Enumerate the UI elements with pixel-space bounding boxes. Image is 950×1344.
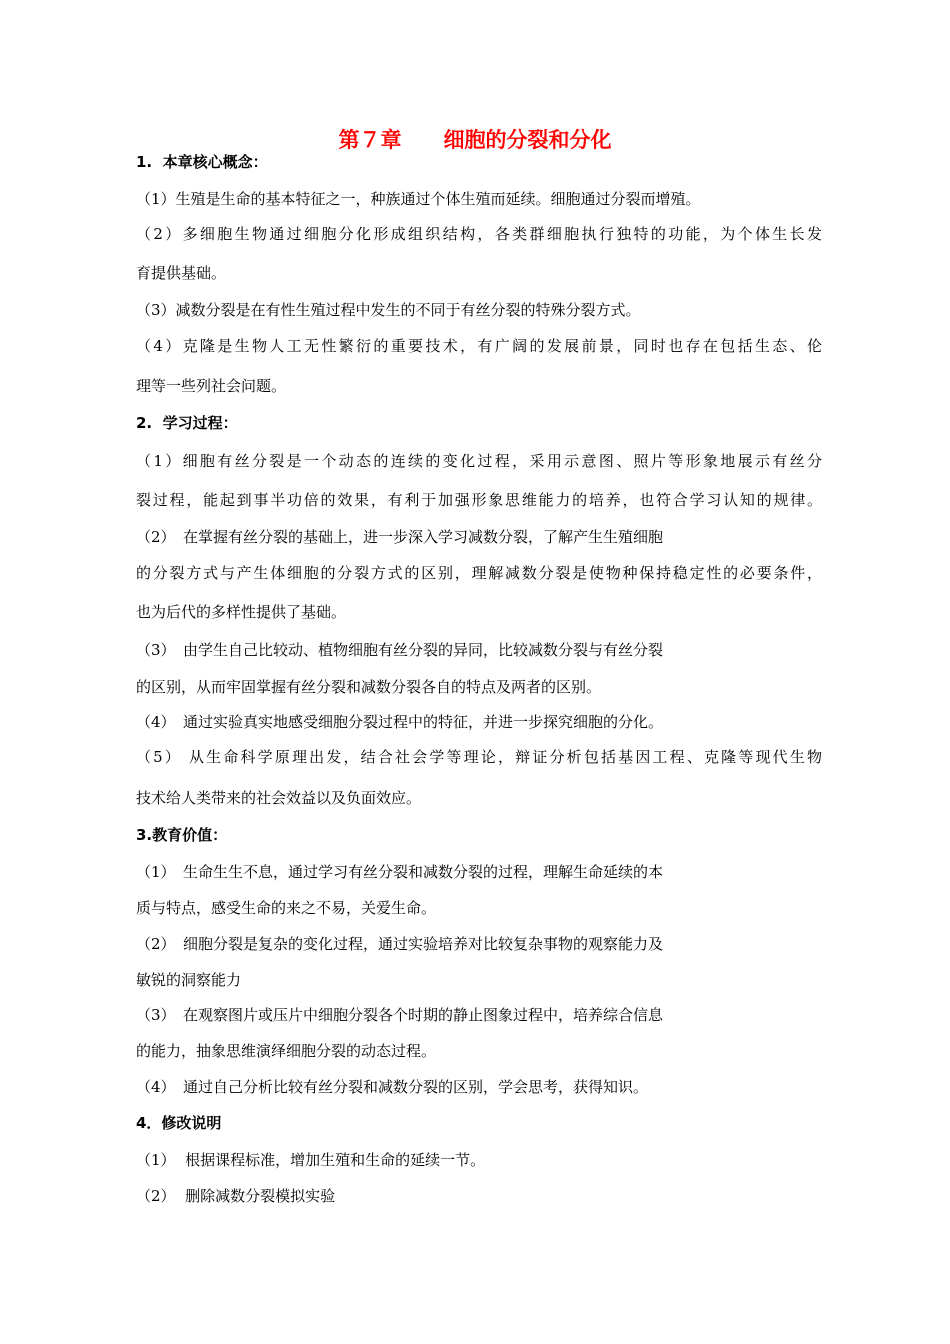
paragraph-line: 的分裂方式与产生体细胞的分裂方式的区别，理解减数分裂是使物种保持稳定性的必要条件， [136, 564, 822, 582]
paragraph-line: （3） 在观察图片或压片中细胞分裂各个时期的静止图象过程中，培养综合信息 [136, 1006, 664, 1024]
paragraph-line: （2）多细胞生物通过细胞分化形成组织结构，各类群细胞执行独特的功能，为个体生长发 [136, 225, 822, 243]
paragraph-line: 育提供基础。 [136, 264, 227, 282]
paragraph-line: 也为后代的多样性提供了基础。 [136, 603, 347, 621]
paragraph-line: 理等一些列社会问题。 [136, 377, 287, 395]
paragraph-line: 敏锐的洞察能力 [136, 971, 242, 989]
paragraph-line: （1） 根据课程标准，增加生殖和生命的延续一节。 [136, 1151, 486, 1169]
paragraph-line: （3） 由学生自己比较动、植物细胞有丝分裂的异同，比较减数分裂与有丝分裂 [136, 641, 664, 659]
paragraph-line: 质与特点，感受生命的来之不易，关爱生命。 [136, 899, 437, 917]
paragraph-line: （1） 生命生生不息，通过学习有丝分裂和减数分裂的过程，理解生命延续的本 [136, 863, 664, 881]
paragraph-line: 技术给人类带来的社会效益以及负面效应。 [136, 789, 422, 807]
paragraph-line: 的能力，抽象思维演绎细胞分裂的动态过程。 [136, 1042, 437, 1060]
paragraph-line: （5） 从生命科学原理出发，结合社会学等理论，辩证分析包括基因工程、克隆等现代生物 [136, 748, 822, 766]
paragraph-line: （2） 在掌握有丝分裂的基础上，进一步深入学习减数分裂，了解产生生殖细胞 [136, 528, 664, 546]
paragraph-line: （4）克隆是生物人工无性繁衍的重要技术，有广阔的发展前景，同时也存在包括生态、伦 [136, 337, 822, 355]
section-heading-core-concepts: 1. 本章核心概念： [136, 153, 268, 171]
paragraph-line: 的区别，从而牢固掌握有丝分裂和减数分裂各自的特点及两者的区别。 [136, 678, 602, 696]
section-heading-learning-process: 2. 学习过程： [136, 414, 238, 432]
paragraph-line: 裂过程，能起到事半功倍的效果，有利于加强形象思维能力的培养，也符合学习认知的规律。 [136, 491, 822, 509]
paragraph-line: （1）细胞有丝分裂是一个动态的连续的变化过程，采用示意图、照片等形象地展示有丝分 [136, 452, 822, 470]
chapter-title: 第７章 细胞的分裂和分化 [338, 128, 612, 152]
paragraph-line: （2） 删除减数分裂模拟实验 [136, 1187, 336, 1205]
section-heading-educational-value: 3.教育价值： [136, 826, 228, 844]
paragraph-line: （4） 通过实验真实地感受细胞分裂过程中的特征，并进一步探究细胞的分化。 [136, 713, 664, 731]
paragraph-line: （2） 细胞分裂是复杂的变化过程，通过实验培养对比较复杂事物的观察能力及 [136, 935, 664, 953]
paragraph-line: （1）生殖是生命的基本特征之一，种族通过个体生殖而延续。细胞通过分裂而增殖。 [136, 190, 701, 208]
paragraph-line: （3）减数分裂是在有性生殖过程中发生的不同于有丝分裂的特殊分裂方式。 [136, 301, 641, 319]
section-heading-revision-notes: 4．修改说明 [136, 1114, 222, 1132]
paragraph-line: （4） 通过自己分析比较有丝分裂和减数分裂的区别，学会思考，获得知识。 [136, 1078, 649, 1096]
